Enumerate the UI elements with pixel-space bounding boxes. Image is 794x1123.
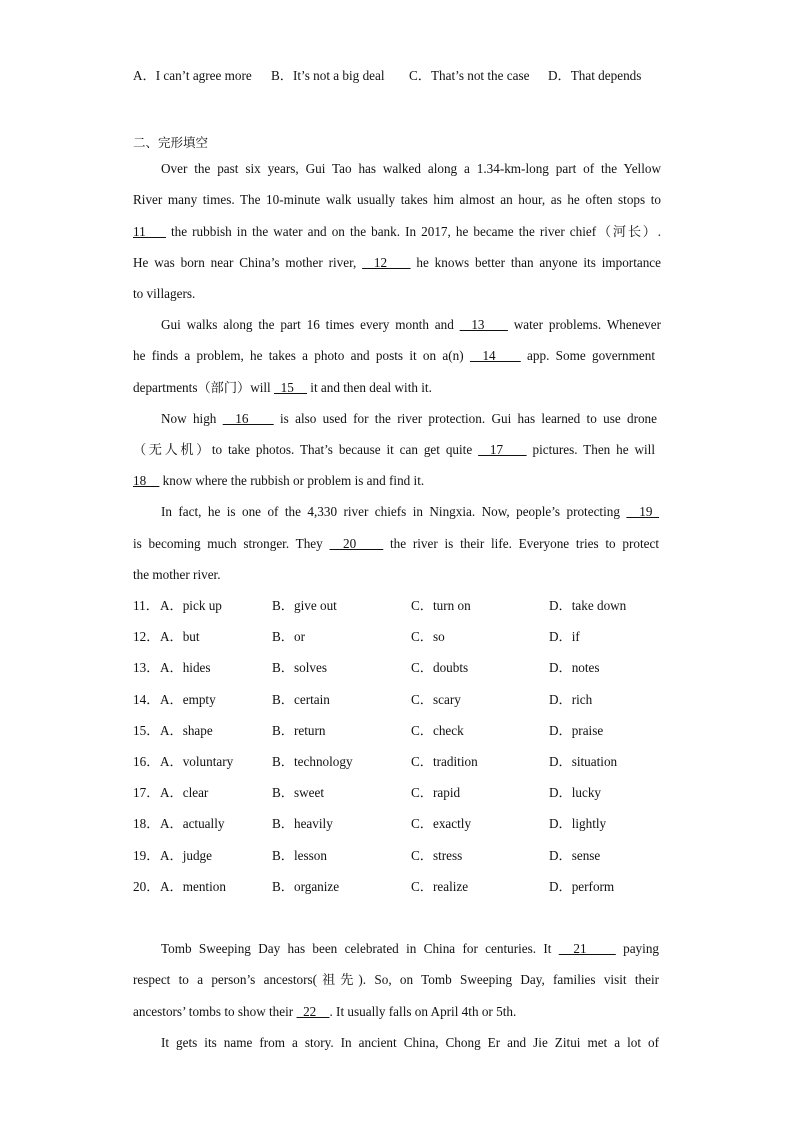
option-b: B．certain (272, 692, 330, 707)
passage-text: Now high (161, 411, 223, 426)
option-a: A．voluntary (160, 754, 234, 769)
passage-line (133, 223, 661, 241)
blank-20: 20 (329, 536, 384, 551)
question-number: 17． (133, 785, 160, 800)
option-d: D．lightly (549, 816, 607, 831)
question-number: 16． (133, 754, 160, 769)
option-b: B．lesson (272, 848, 327, 863)
option-d: D．lucky (549, 785, 602, 800)
question-number: 13． (133, 660, 160, 675)
passage-text: the river is their life. Everyone tries to protect (383, 536, 659, 551)
passage-line (133, 441, 655, 459)
passage-line (161, 316, 661, 334)
option-d: D．situation (549, 754, 618, 769)
passage-text: app. Some government (520, 348, 655, 363)
passage-text: （无人机）to take photos. That’s because it can get quite (133, 442, 479, 457)
option-a: A．shape (160, 723, 213, 738)
option-a: A．judge (160, 848, 213, 863)
passage-line: the mother river. (133, 567, 221, 582)
question-item (133, 753, 693, 771)
passage-line: River many times. The 10-minute walk usually takes him almost an hour, as he often stops to (133, 192, 661, 207)
passage-text: know where the rubbish or problem is and find it. (159, 473, 425, 488)
option-d: D．That depends (548, 68, 642, 83)
option-a: A．empty (160, 692, 216, 707)
blank-11: 11 (133, 224, 166, 239)
option-a: A．clear (160, 785, 209, 800)
passage-line (133, 254, 661, 272)
option-d: D．perform (549, 879, 615, 894)
option-b: B．organize (272, 879, 340, 894)
blank-16: 16 (222, 411, 274, 426)
question-number: 15． (133, 723, 160, 738)
question-item (133, 659, 693, 677)
option-c: C．turn on (411, 598, 471, 613)
option-c: C．check (411, 723, 464, 738)
passage-text: In fact, he is one of the 4,330 river chiefs in Ningxia. Now, people’s protecting (161, 504, 627, 519)
passage-line (133, 347, 655, 365)
question-item (133, 691, 693, 709)
passage-line: respect to a person’s ancestors(祖先). So, on Tomb Sweeping Day, families visit their (133, 972, 659, 987)
option-c: C．so (411, 629, 445, 644)
option-c: C．That’s not the case (409, 68, 530, 83)
passage-text: water problems. Whenever (507, 317, 662, 332)
blank-21: 21 (558, 941, 616, 956)
option-a: A．hides (160, 660, 211, 675)
previous-question-options (133, 67, 673, 85)
section-title: 二、完形填空 (133, 135, 209, 150)
passage-text: the rubbish in the water and on the bank. In 2017, he became the river chief（河长）. (165, 224, 662, 239)
question-number: 18． (133, 816, 160, 831)
blank-15: 15 (274, 380, 307, 395)
option-d: D．sense (549, 848, 601, 863)
passage-text: Gui walks along the part 16 times every month and (161, 317, 460, 332)
blank-19: 19 (626, 504, 660, 519)
question-number: 11． (133, 598, 159, 613)
passage-line (161, 503, 659, 521)
passage-line: to villagers. (133, 286, 196, 301)
passage-text: paying (615, 941, 660, 956)
option-b: B．It’s not a big deal (271, 68, 385, 83)
passage-line (133, 379, 432, 397)
passage-text: he finds a problem, he takes a photo and posts it on a(n) (133, 348, 470, 363)
passage-line (161, 410, 657, 428)
question-number: 14． (133, 692, 160, 707)
question-item (133, 722, 693, 740)
question-item (133, 847, 693, 865)
option-b: B．technology (272, 754, 353, 769)
blank-13: 13 (459, 317, 508, 332)
option-a: A．actually (160, 816, 225, 831)
option-c: C．rapid (411, 785, 461, 800)
option-c: C．stress (411, 848, 463, 863)
passage-line (133, 472, 424, 490)
option-a: A．but (160, 629, 200, 644)
question-item (133, 878, 693, 896)
question-item (133, 815, 693, 833)
passage-text: he knows better than anyone its importance (410, 255, 662, 270)
passage-text: is becoming much stronger. They (133, 536, 330, 551)
option-a: A．mention (160, 879, 226, 894)
question-number: 19． (133, 848, 160, 863)
option-b: B．solves (272, 660, 327, 675)
blank-17: 17 (478, 442, 527, 457)
option-b: B．give out (272, 598, 337, 613)
question-number: 12． (133, 629, 160, 644)
option-d: D．praise (549, 723, 604, 738)
option-b: B．heavily (272, 816, 333, 831)
question-item (133, 628, 693, 646)
option-d: D．notes (549, 660, 600, 675)
option-c: C．realize (411, 879, 469, 894)
option-d: D．if (549, 629, 580, 644)
option-d: D．take down (549, 598, 627, 613)
option-b: B．or (272, 629, 305, 644)
passage-text: it and then deal with it. (306, 380, 432, 395)
passage-line (133, 535, 659, 553)
option-c: C．doubts (411, 660, 469, 675)
option-c: C．tradition (411, 754, 478, 769)
passage-line: Over the past six years, Gui Tao has walked along a 1.34-km-long part of the Yellow (161, 161, 661, 176)
option-b: B．sweet (272, 785, 325, 800)
passage-text: ancestors’ tombs to show their (133, 1004, 297, 1019)
blank-12: 12 (362, 255, 411, 270)
passage-text: Tomb Sweeping Day has been celebrated in China for centuries. It (161, 941, 559, 956)
option-a: A．pick up (160, 598, 222, 613)
passage-text: pictures. Then he will (526, 442, 655, 457)
blank-18: 18 (133, 473, 160, 488)
passage-text: . It usually falls on April 4th or 5th. (329, 1004, 517, 1019)
passage-line: It gets its name from a story. In ancient China, Chong Er and Jie Zitui met a lot of (161, 1035, 659, 1050)
passage-text: He was born near China’s mother river, (133, 255, 363, 270)
option-c: C．exactly (411, 816, 472, 831)
blank-22: 22 (296, 1004, 330, 1019)
question-item (133, 597, 693, 615)
question-item (133, 784, 693, 802)
passage-line (133, 1003, 516, 1021)
option-b: B．return (272, 723, 326, 738)
passage-text: departments（部门）will (133, 380, 275, 395)
blank-14: 14 (469, 348, 521, 363)
passage-text: is also used for the river protection. Gui has learned to use drone (273, 411, 658, 426)
question-number: 20． (133, 879, 160, 894)
passage-line (161, 940, 659, 958)
option-d: D．rich (549, 692, 593, 707)
option-c: C．scary (411, 692, 461, 707)
option-a: A．I can’t agree more (133, 68, 252, 83)
